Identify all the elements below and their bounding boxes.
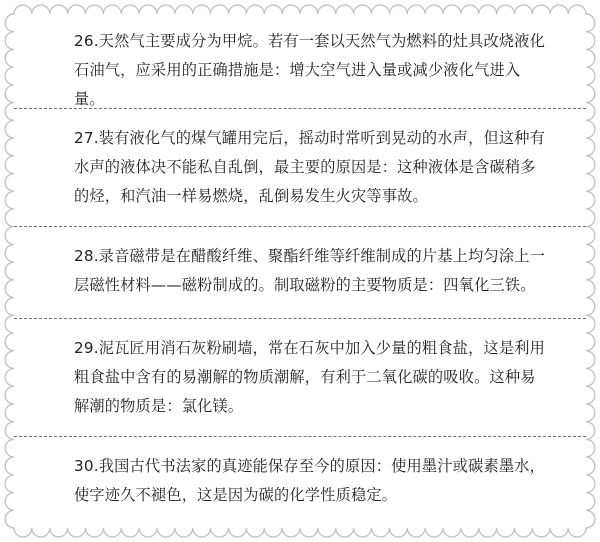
list-item bbox=[44, 115, 564, 221]
item-body: 泥瓦匠用消石灰粉刷墙，常在石灰中加入少量的粗食盐，这是利用粗食盐中含有的易潮解的物质潮解，有利于二氧化碳的吸收。这种易解潮的物质是：氯化镁。 bbox=[74, 339, 546, 415]
item-body: 我国古代书法家的真迹能保存至今的原因：使用墨汁或碳素墨水，使字迹久不褪色，这是因为碳的化学性质稳定。 bbox=[74, 457, 546, 504]
item-body: 装有液化气的煤气罐用完后，摇动时常听到晃动的水声，但这种有水声的液体决不能私自乱倒，最主要的原因是：这种液体是含碳稍多的烃，和汽油一样易燃烧，乱倒易发生火灾等事故。 bbox=[74, 129, 546, 205]
item-number: 27. bbox=[74, 129, 99, 147]
item-28-text bbox=[74, 242, 550, 300]
item-number: 30. bbox=[74, 457, 99, 475]
item-body: 天然气主要成分为甲烷。若有一套以天然气为燃料的灶具改烧液化石油气，应采用的正确措施是：增大空气进入量或减少液化气进入量。 bbox=[74, 32, 546, 108]
list-item bbox=[44, 443, 564, 520]
divider bbox=[14, 108, 586, 109]
item-29-text bbox=[74, 334, 550, 421]
divider bbox=[14, 226, 586, 227]
item-body: 录音磁带是在醋酸纤维、聚酯纤维等纤维制成的片基上均匀涂上一层磁性材料——磁粉制成的。制取磁粉的主要物质是：四氧化三铁。 bbox=[74, 247, 546, 294]
divider bbox=[14, 436, 586, 437]
item-number: 29. bbox=[74, 339, 99, 357]
item-number: 28. bbox=[74, 247, 99, 265]
item-26-text bbox=[74, 27, 550, 114]
divider bbox=[14, 318, 586, 319]
list-item bbox=[44, 325, 564, 431]
item-30-text bbox=[74, 452, 550, 510]
content-area bbox=[44, 18, 564, 528]
item-number: 26. bbox=[74, 32, 99, 50]
item-27-text bbox=[74, 124, 550, 211]
list-item bbox=[44, 233, 564, 310]
